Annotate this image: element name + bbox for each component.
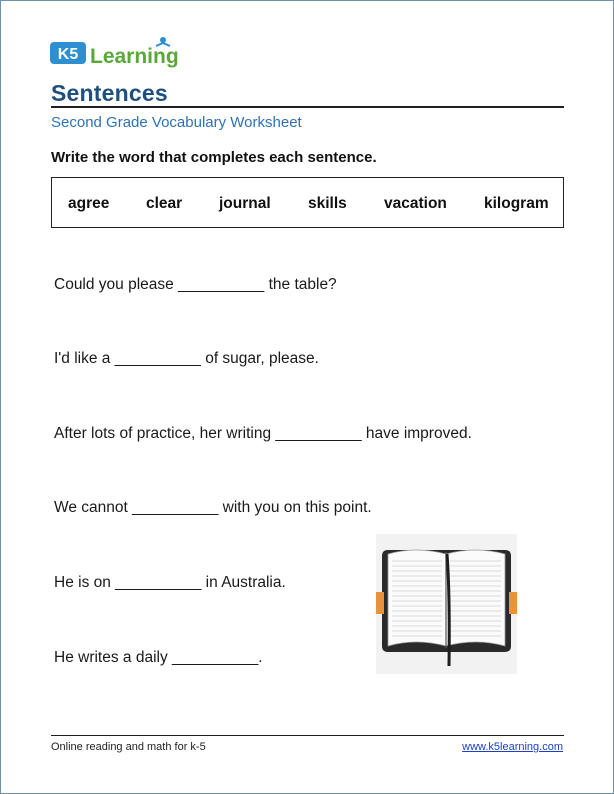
footer-divider <box>51 735 564 736</box>
sentence-5: He is on __________ in Australia. <box>54 574 286 591</box>
open-notebook-icon <box>376 534 517 674</box>
footer-tagline: Online reading and math for k-5 <box>51 741 206 753</box>
word-bank-item: kilogram <box>484 195 549 212</box>
sentence-6: He writes a daily __________. <box>54 649 263 666</box>
word-bank-item: agree <box>68 195 110 212</box>
sentence-3: After lots of practice, her writing __________ have improved. <box>54 425 472 442</box>
word-bank-item: skills <box>308 195 347 212</box>
word-bank-item: vacation <box>384 195 447 212</box>
sentence-1: Could you please __________ the table? <box>54 276 337 293</box>
word-bank-item: journal <box>219 195 271 212</box>
word-bank-item: clear <box>146 195 183 212</box>
logo-badge-text: K5 <box>57 46 79 63</box>
page-subtitle: Second Grade Vocabulary Worksheet <box>51 114 302 131</box>
sentence-4: We cannot __________ with you on this point. <box>54 499 372 516</box>
page-title: Sentences <box>51 80 168 106</box>
sentence-2: I'd like a __________ of sugar, please. <box>54 350 319 367</box>
title-divider <box>51 106 564 108</box>
instructions: Write the word that completes each sentence. <box>51 149 377 166</box>
logo-wordmark: Learning <box>90 45 179 68</box>
footer-link[interactable]: www.k5learning.com <box>462 741 563 753</box>
k5-learning-logo <box>50 34 200 74</box>
word-bank <box>51 177 564 228</box>
